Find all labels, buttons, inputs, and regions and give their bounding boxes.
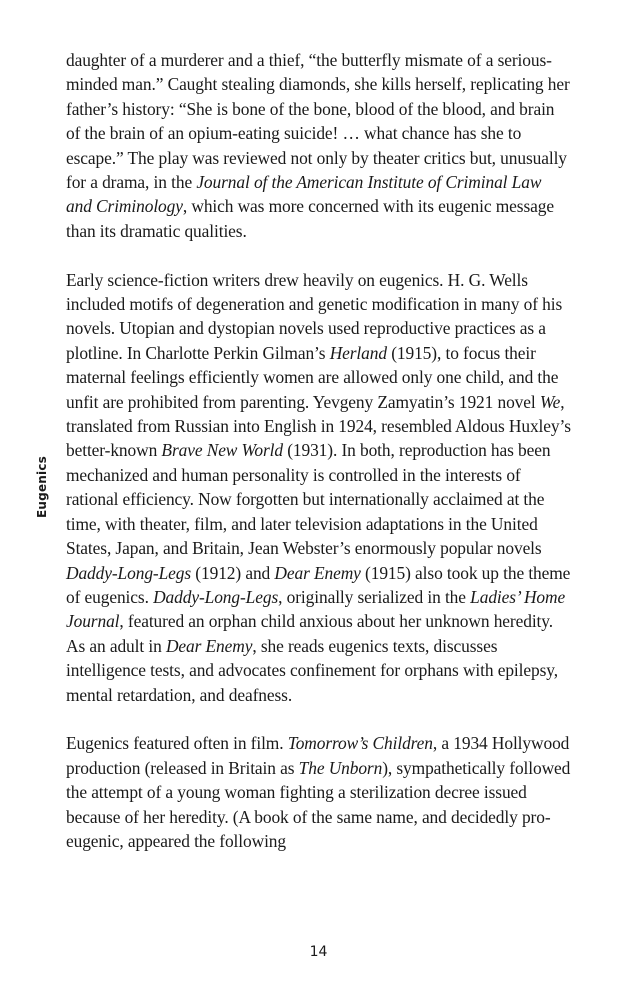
italic-text-run: The Unborn xyxy=(298,757,383,778)
text-run: , she reads eugenics texts, discusses intelligence tests, and advocates confinement for orphans with epilepsy, mental retardation, and deafness. xyxy=(66,635,558,705)
italic-text-run: Journal of the American Institute of Criminal Law and Criminology xyxy=(66,172,542,217)
paragraph xyxy=(66,48,571,243)
text-run: , featured an orphan child anxious about her unknown heredity. As an adult in xyxy=(66,611,553,656)
italic-text-run: Dear Enemy xyxy=(165,635,253,656)
italic-text-run: Herland xyxy=(329,342,387,363)
italic-text-run: Daddy-Long-Legs xyxy=(66,562,192,583)
italic-text-run: Brave New World xyxy=(161,440,283,461)
text-run: (1931). In both, reproduction has been mechanized and human personality is controlled in the interests of rational efficiency. Now forgotten but internationally acclaimed at the time, with theater, film, and later television adaptations in the United States, Japan, and Britain, Jean Webster’s enormously popular novels xyxy=(66,440,551,559)
text-run: , originally serialized in the xyxy=(278,586,471,607)
text-run: Early science-fiction writers drew heavily on eugenics. H. G. Wells included motifs of degeneration and genetic modification in many of his novels. Utopian and dystopian novels used reproductive practices as a plotline. In Charlotte Perkin Gilman’s xyxy=(66,269,563,363)
text-run: ), sympathetically followed the attempt of a young woman fighting a sterilization decree issued because of her heredity. (A book of the same name, and decidedly pro-eugenic, appeared the following xyxy=(66,757,571,851)
text-run: , a 1934 Hollywood production (released in Britain as xyxy=(66,733,570,778)
text-run: (1912) and xyxy=(191,562,275,583)
italic-text-run: We xyxy=(539,391,561,412)
italic-text-run: Ladies’ Home Journal xyxy=(66,586,566,632)
text-run: daughter of a murderer and a thief, “the butterfly mismate of a serious-minded man.” Caught stealing diamonds, she kills herself, replicating her father’s history: “She is bone of the bone, blood of the blood, and brain of the brain of an opium-eating suicide! … what chance has she to escape.” The play was reviewed not only by theater critics but, unusually for a drama, in the xyxy=(66,50,570,193)
body-text xyxy=(66,48,571,853)
text-run: Eugenics featured often in film. xyxy=(66,733,288,754)
text-run: , which was more concerned with its eugenic message than its dramatic qualities. xyxy=(66,196,554,241)
paragraph xyxy=(66,731,571,853)
text-run: (1915), to focus their maternal feelings efficiently women are allowed only one child, and the unfit are prohibited from parenting. Yevgeny Zamyatin’s 1921 novel xyxy=(66,342,559,412)
paragraph xyxy=(66,268,571,707)
text-run: (1915) also took up the theme of eugenics. xyxy=(66,562,571,607)
italic-text-run: Dear Enemy xyxy=(274,562,361,583)
italic-text-run: Daddy-Long-Legs xyxy=(153,586,279,607)
text-run: , translated from Russian into English in 1924, resembled Aldous Huxley’s better-known xyxy=(66,391,571,461)
page-number: 14 xyxy=(309,944,328,960)
running-head: Eugenics xyxy=(35,456,49,518)
italic-text-run: Tomorrow’s Children xyxy=(287,733,433,754)
